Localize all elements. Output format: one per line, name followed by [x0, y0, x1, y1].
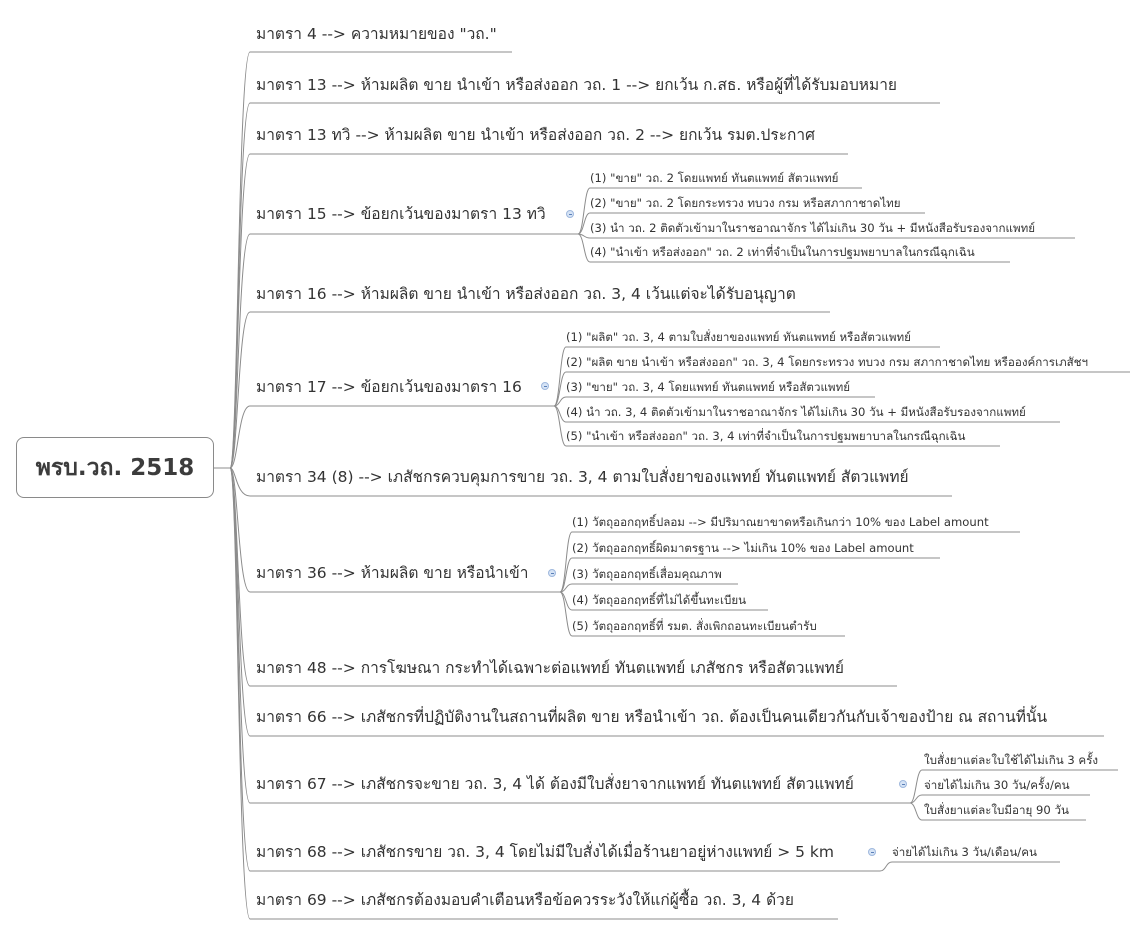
branch-label: มาตรา 15 --> ข้อยกเว้นของมาตรา 13 ทวิ [256, 205, 546, 223]
subtopic-label: จ่ายได้ไม่เกิน 30 วัน/ครั้ง/คน [924, 778, 1070, 792]
branch-section-68[interactable] [256, 845, 834, 861]
subtopic-label: (5) "นำเข้า หรือส่งออก" วถ. 3, 4 เท่าที่จำเป็นในการปฐมพยาบาลในกรณีฉุกเฉิน [566, 429, 966, 443]
collapse-toggle-icon[interactable] [899, 780, 907, 788]
subtopic-label: ใบสั่งยาแต่ละใบมีอายุ 90 วัน [924, 803, 1069, 817]
branch-label: มาตรา 68 --> เภสัชกรขาย วถ. 3, 4 โดยไม่มีใบสั่งได้เมื่อร้านยาอยู่ห่างแพทย์ > 5 km [256, 843, 834, 861]
subtopic-label: (2) วัตถุออกฤทธิ์ผิดมาตรฐาน --> ไม่เกิน 10% ของ Label amount [572, 541, 914, 555]
subtopic[interactable] [572, 595, 746, 607]
subtopic[interactable] [590, 223, 1035, 235]
subtopic-label: (3) วัตถุออกฤทธิ์เสื่อมคุณภาพ [572, 567, 722, 581]
branch-label: มาตรา 34 (8) --> เภสัชกรควบคุมการขาย วถ. 3, 4 ตามใบสั่งยาของแพทย์ ทันตแพทย์ สัตวแพทย์ [256, 468, 909, 486]
branch-label: มาตรา 17 --> ข้อยกเว้นของมาตรา 16 [256, 378, 522, 396]
branch-section-36[interactable] [256, 566, 528, 582]
branch-label: มาตรา 67 --> เภสัชกรจะขาย วถ. 3, 4 ได้ ต้องมีใบสั่งยาจากแพทย์ ทันตแพทย์ สัตวแพทย์ [256, 775, 854, 793]
subtopic-label: (2) "ผลิต ขาย นำเข้า หรือส่งออก" วถ. 3, 4 โดยกระทรวง ทบวง กรม สภากาชาดไทย หรือองค์การเภสัชฯ [566, 355, 1089, 369]
branch-section-4[interactable] [256, 27, 497, 43]
subtopic-label: (4) วัตถุออกฤทธิ์ที่ไม่ได้ขึ้นทะเบียน [572, 593, 747, 607]
subtopic-label: (4) "นำเข้า หรือส่งออก" วถ. 2 เท่าที่จำเป็นในการปฐมพยาบาลในกรณีฉุกเฉิน [590, 245, 975, 259]
subtopic-label: (4) นำ วถ. 3, 4 ติดตัวเข้ามาในราชอาณาจักร ได้ไม่เกิน 30 วัน + มีหนังสือรับรองจากแพทย์ [566, 405, 1026, 419]
central-topic-label: พรบ.วถ. 2518 [35, 454, 195, 481]
branch-section-67[interactable] [256, 777, 854, 793]
subtopic-label: ใบสั่งยาแต่ละใบใช้ได้ไม่เกิน 3 ครั้ง [924, 753, 1099, 767]
collapse-toggle-icon[interactable] [541, 382, 549, 390]
branch-label: มาตรา 66 --> เภสัชกรที่ปฏิบัติงานในสถานที่ผลิต ขาย หรือนำเข้า วถ. ต้องเป็นคนเดียวกันกับเจ้าของป้าย ณ สถานที่นั้น [256, 708, 1048, 726]
subtopic[interactable] [566, 332, 911, 344]
branch-section-13[interactable] [256, 78, 897, 94]
branch-label: มาตรา 13 ทวิ --> ห้ามผลิต ขาย นำเข้า หรือส่งออก วถ. 2 --> ยกเว้น รมต.ประกาศ [256, 126, 815, 144]
branch-section-16[interactable] [256, 287, 796, 303]
collapse-toggle-icon[interactable] [566, 210, 574, 218]
subtopic[interactable] [572, 569, 722, 581]
subtopic[interactable] [572, 517, 989, 529]
subtopic[interactable] [566, 407, 1026, 419]
branch-section-15[interactable] [256, 207, 546, 223]
subtopic-label: (3) "ขาย" วถ. 3, 4 โดยแพทย์ ทันตแพทย์ หรือสัตวแพทย์ [566, 380, 851, 394]
subtopic[interactable] [566, 382, 850, 394]
subtopic[interactable] [924, 780, 1070, 792]
collapse-toggle-icon[interactable] [548, 569, 556, 577]
subtopic-label: (3) นำ วถ. 2 ติดตัวเข้ามาในราชอาณาจักร ได้ไม่เกิน 30 วัน + มีหนังสือรับรองจากแพทย์ [590, 221, 1036, 235]
subtopic[interactable] [590, 247, 975, 259]
branch-section-34-8[interactable] [256, 470, 909, 486]
subtopic-label: (1) "ผลิต" วถ. 3, 4 ตามใบสั่งยาของแพทย์ ทันตแพทย์ หรือสัตวแพทย์ [566, 330, 911, 344]
branch-label: มาตรา 48 --> การโฆษณา กระทำได้เฉพาะต่อแพทย์ ทันตแพทย์ เภสัชกร หรือสัตวแพทย์ [256, 659, 844, 677]
subtopic[interactable] [566, 431, 965, 443]
collapse-toggle-icon[interactable] [868, 848, 876, 856]
branch-section-13bis[interactable] [256, 128, 815, 144]
branch-label: มาตรา 13 --> ห้ามผลิต ขาย นำเข้า หรือส่งออก วถ. 1 --> ยกเว้น ก.สธ. หรือผู้ที่ได้รับมอบหมาย [256, 76, 898, 94]
branch-label: มาตรา 36 --> ห้ามผลิต ขาย หรือนำเข้า [256, 564, 529, 582]
subtopic-label: (1) "ขาย" วถ. 2 โดยแพทย์ ทันตแพทย์ สัตวแพทย์ [590, 171, 839, 185]
branch-label: มาตรา 69 --> เภสัชกรต้องมอบคำเตือนหรือข้อควรระวังให้แก่ผู้ซื้อ วถ. 3, 4 ด้วย [256, 891, 794, 909]
branch-label: มาตรา 4 --> ความหมายของ "วถ." [256, 25, 497, 43]
subtopic[interactable] [924, 805, 1069, 817]
subtopic[interactable] [590, 198, 901, 210]
central-topic[interactable] [16, 437, 214, 498]
subtopic[interactable] [590, 173, 838, 185]
subtopic[interactable] [572, 621, 817, 633]
subtopic[interactable] [924, 755, 1098, 767]
subtopic[interactable] [566, 357, 1088, 369]
branch-label: มาตรา 16 --> ห้ามผลิต ขาย นำเข้า หรือส่งออก วถ. 3, 4 เว้นแต่จะได้รับอนุญาต [256, 285, 796, 303]
subtopic-label: (2) "ขาย" วถ. 2 โดยกระทรวง ทบวง กรม หรือสภากาชาดไทย [590, 196, 901, 210]
subtopic-label: จ่ายได้ไม่เกิน 3 วัน/เดือน/คน [892, 845, 1037, 859]
branch-section-66[interactable] [256, 710, 1047, 726]
subtopic[interactable] [572, 543, 914, 555]
branch-section-69[interactable] [256, 893, 794, 909]
subtopic-label: (1) วัตถุออกฤทธิ์ปลอม --> มีปริมาณยาขาดหรือเกินกว่า 10% ของ Label amount [572, 515, 989, 529]
subtopic[interactable] [892, 847, 1037, 859]
branch-section-17[interactable] [256, 380, 522, 396]
subtopic-label: (5) วัตถุออกฤทธิ์ที่ รมต. สั่งเพิกถอนทะเบียนตำรับ [572, 619, 817, 633]
branch-section-48[interactable] [256, 661, 844, 677]
